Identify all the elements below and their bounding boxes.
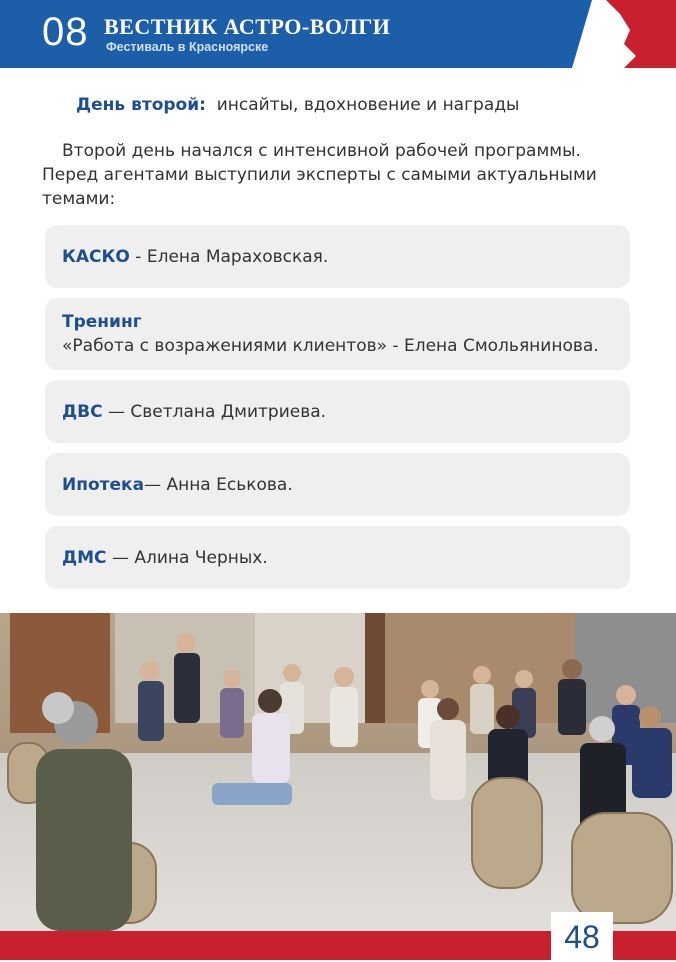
astro-volga-logo-icon bbox=[572, 0, 676, 68]
section-heading bbox=[76, 95, 519, 115]
magazine-title: ВЕСТНИК АСТРО-ВОЛГИ bbox=[104, 14, 391, 39]
talk-speaker: - Елена Мараховская. bbox=[129, 246, 329, 267]
talk-speaker: — Светлана Дмитриева. bbox=[102, 401, 327, 422]
talk-card-mortgage bbox=[45, 453, 630, 516]
talk-topic: ДВС bbox=[62, 401, 103, 422]
talk-speaker: «Работа с возражениями клиентов» - Елена Смольянинова. bbox=[62, 336, 599, 356]
page-number: 48 bbox=[564, 919, 600, 955]
seminar-audience-photo-icon bbox=[0, 613, 676, 931]
talk-topic: КАСКО bbox=[62, 246, 130, 267]
section-heading-accent: День второй: bbox=[76, 95, 206, 115]
talk-card-kasko bbox=[45, 225, 630, 288]
page-number-box bbox=[551, 912, 613, 960]
issue-number: 08 bbox=[42, 10, 89, 54]
section-heading-text: инсайты, вдохновение и награды bbox=[216, 95, 520, 115]
talk-speaker: — Анна Еськова. bbox=[144, 474, 293, 495]
talk-card-training bbox=[45, 298, 630, 370]
intro-paragraph: Второй день начался с интенсивной рабочей программы. Перед агентами выступили эксперты с самыми актуальными темами: bbox=[42, 141, 597, 209]
talk-topic: Ипотека bbox=[62, 474, 145, 495]
talk-card-dvs bbox=[45, 380, 630, 443]
talk-topic: Тренинг bbox=[62, 312, 142, 332]
page-header bbox=[0, 0, 676, 68]
talk-card-dms bbox=[45, 526, 630, 589]
talk-topic: ДМС bbox=[62, 547, 107, 568]
magazine-subtitle: Фестиваль в Красноярске bbox=[106, 40, 269, 54]
talk-speaker: — Алина Черных. bbox=[106, 547, 268, 568]
seminar-photo bbox=[0, 613, 676, 931]
